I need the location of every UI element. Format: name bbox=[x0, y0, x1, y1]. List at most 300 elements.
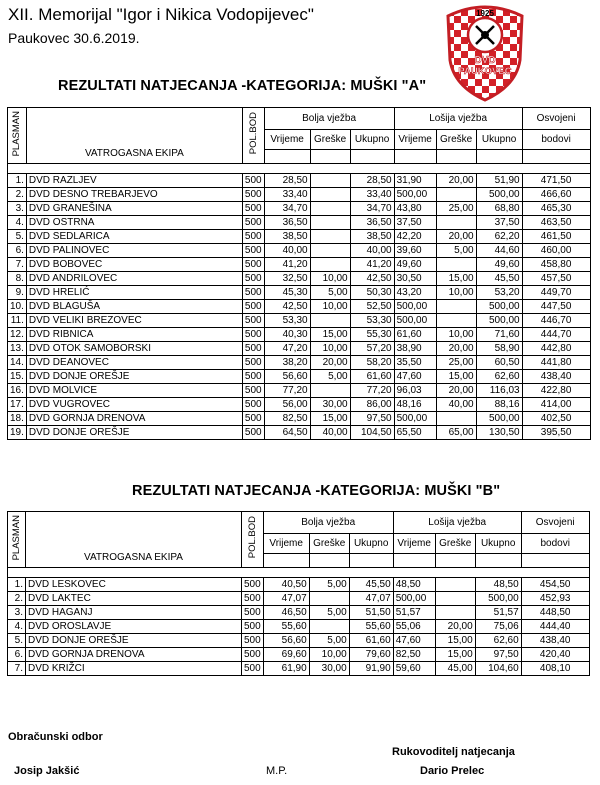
worse-time-cell: 38,90 bbox=[394, 342, 436, 356]
ukupno-header: Ukupno bbox=[475, 534, 521, 554]
worse-errors-cell: 10,00 bbox=[436, 328, 476, 342]
best-total-cell: 50,30 bbox=[350, 286, 394, 300]
team-cell: DVD OSTRNA bbox=[26, 216, 242, 230]
rank-cell: 13. bbox=[8, 342, 27, 356]
polbod-header: POL.BOD bbox=[246, 516, 258, 559]
points-cell: 408,10 bbox=[521, 662, 589, 676]
best-total-cell: 58,20 bbox=[350, 356, 394, 370]
worse-total-cell: 68,80 bbox=[476, 202, 522, 216]
best-errors-cell: 30,00 bbox=[309, 662, 349, 676]
team-cell: DVD LAKTEC bbox=[26, 592, 242, 606]
rank-cell: 4. bbox=[8, 216, 27, 230]
worse-errors-cell: 20,00 bbox=[436, 342, 476, 356]
best-time-cell: 28,50 bbox=[264, 174, 310, 188]
best-errors-cell: 20,00 bbox=[310, 356, 350, 370]
pol-cell: 500 bbox=[242, 216, 264, 230]
rank-cell: 5. bbox=[8, 634, 26, 648]
losija-header: Lošija vježba bbox=[393, 512, 521, 534]
best-time-cell: 77,20 bbox=[264, 384, 310, 398]
rank-cell: 7. bbox=[8, 662, 26, 676]
worse-errors-cell: 20,00 bbox=[436, 174, 476, 188]
worse-time-cell: 42,20 bbox=[394, 230, 436, 244]
pol-cell: 500 bbox=[242, 272, 264, 286]
worse-errors-cell: 15,00 bbox=[436, 370, 476, 384]
rank-cell: 17. bbox=[8, 398, 27, 412]
team-cell: DVD ANDRILOVEC bbox=[26, 272, 242, 286]
team-cell: DVD VELIKI BREZOVEC bbox=[26, 314, 242, 328]
rank-cell: 7. bbox=[8, 258, 27, 272]
worse-total-cell: 58,90 bbox=[476, 342, 522, 356]
ukupno-header: Ukupno bbox=[476, 130, 522, 150]
points-cell: 395,50 bbox=[522, 426, 590, 440]
logo-line2: PAUKOVEC bbox=[458, 66, 512, 77]
pol-cell: 500 bbox=[242, 174, 264, 188]
pol-cell: 500 bbox=[242, 244, 264, 258]
worse-time-cell: 37,50 bbox=[394, 216, 436, 230]
points-cell: 458,80 bbox=[522, 258, 590, 272]
rank-cell: 19. bbox=[8, 426, 27, 440]
table-row bbox=[8, 188, 591, 202]
points-cell: 448,50 bbox=[521, 606, 589, 620]
best-time-cell: 32,50 bbox=[264, 272, 310, 286]
best-errors-cell: 10,00 bbox=[310, 342, 350, 356]
rank-cell: 12. bbox=[8, 328, 27, 342]
worse-time-cell: 30,50 bbox=[394, 272, 436, 286]
table-row bbox=[8, 216, 591, 230]
best-total-cell: 41,20 bbox=[350, 258, 394, 272]
vrijeme-header: Vrijeme bbox=[393, 534, 435, 554]
table-row bbox=[8, 648, 590, 662]
points-cell: 449,70 bbox=[522, 286, 590, 300]
best-time-cell: 61,90 bbox=[263, 662, 309, 676]
worse-errors-cell: 40,00 bbox=[436, 398, 476, 412]
pol-cell: 500 bbox=[242, 300, 264, 314]
rank-cell: 9. bbox=[8, 286, 27, 300]
best-time-cell: 47,07 bbox=[263, 592, 309, 606]
worse-total-cell: 116,03 bbox=[476, 384, 522, 398]
pol-cell: 500 bbox=[242, 384, 264, 398]
best-time-cell: 56,00 bbox=[264, 398, 310, 412]
table-row bbox=[8, 272, 591, 286]
firefighter-shield-logo bbox=[440, 2, 530, 102]
points-cell: 422,80 bbox=[522, 384, 590, 398]
team-cell: DVD LESKOVEC bbox=[26, 578, 242, 592]
greske-header: Greške bbox=[436, 130, 476, 150]
rank-cell: 5. bbox=[8, 230, 27, 244]
bodovi-header: bodovi bbox=[522, 130, 590, 150]
team-cell: DVD MOLVICE bbox=[26, 384, 242, 398]
team-cell: DVD VUGROVEC bbox=[26, 398, 242, 412]
team-cell: DVD SEDLARICA bbox=[26, 230, 242, 244]
vrijeme-header: Vrijeme bbox=[264, 130, 310, 150]
worse-errors-cell bbox=[436, 314, 476, 328]
points-cell: 460,00 bbox=[522, 244, 590, 258]
best-errors-cell bbox=[309, 592, 349, 606]
points-cell: 441,80 bbox=[522, 356, 590, 370]
points-cell: 461,50 bbox=[522, 230, 590, 244]
points-cell: 444,70 bbox=[522, 328, 590, 342]
table-row bbox=[8, 592, 590, 606]
table-row bbox=[8, 356, 591, 370]
worse-time-cell: 48,16 bbox=[394, 398, 436, 412]
bodovi-header: bodovi bbox=[521, 534, 589, 554]
points-cell: 463,50 bbox=[522, 216, 590, 230]
best-errors-cell: 10,00 bbox=[310, 300, 350, 314]
best-total-cell: 61,60 bbox=[350, 370, 394, 384]
best-errors-cell: 15,00 bbox=[310, 412, 350, 426]
vrijeme-header: Vrijeme bbox=[394, 130, 436, 150]
best-errors-cell bbox=[310, 384, 350, 398]
best-time-cell: 47,20 bbox=[264, 342, 310, 356]
best-total-cell: 38,50 bbox=[350, 230, 394, 244]
worse-errors-cell bbox=[435, 578, 475, 592]
pol-cell: 500 bbox=[242, 412, 264, 426]
pol-cell: 500 bbox=[242, 620, 264, 634]
osvojeni-header: Osvojeni bbox=[521, 512, 589, 534]
rank-cell: 14. bbox=[8, 356, 27, 370]
worse-errors-cell: 65,00 bbox=[436, 426, 476, 440]
rank-cell: 18. bbox=[8, 412, 27, 426]
worse-errors-cell: 5,00 bbox=[436, 244, 476, 258]
table-row bbox=[8, 174, 591, 188]
worse-errors-cell bbox=[436, 216, 476, 230]
worse-total-cell: 75,06 bbox=[475, 620, 521, 634]
worse-time-cell: 47,60 bbox=[394, 370, 436, 384]
worse-total-cell: 37,50 bbox=[476, 216, 522, 230]
worse-total-cell: 60,50 bbox=[476, 356, 522, 370]
plasman-header: PLASMAN bbox=[11, 514, 22, 561]
table-row bbox=[8, 286, 591, 300]
table-row bbox=[8, 244, 591, 258]
best-total-cell: 52,50 bbox=[350, 300, 394, 314]
best-total-cell: 57,20 bbox=[350, 342, 394, 356]
best-time-cell: 36,50 bbox=[264, 216, 310, 230]
worse-time-cell: 51,57 bbox=[393, 606, 435, 620]
worse-total-cell: 500,00 bbox=[476, 300, 522, 314]
worse-total-cell: 130,50 bbox=[476, 426, 522, 440]
pol-cell: 500 bbox=[242, 188, 264, 202]
table-row bbox=[8, 314, 591, 328]
worse-time-cell: 96,03 bbox=[394, 384, 436, 398]
pol-cell: 500 bbox=[242, 426, 264, 440]
worse-time-cell: 500,00 bbox=[393, 592, 435, 606]
best-time-cell: 34,70 bbox=[264, 202, 310, 216]
best-errors-cell bbox=[310, 258, 350, 272]
osvojeni-header: Osvojeni bbox=[522, 108, 590, 130]
worse-time-cell: 500,00 bbox=[394, 412, 436, 426]
table-row bbox=[8, 202, 591, 216]
best-time-cell: 56,60 bbox=[264, 370, 310, 384]
best-time-cell: 33,40 bbox=[264, 188, 310, 202]
team-cell: DVD OROSLAVJE bbox=[26, 620, 242, 634]
best-total-cell: 91,90 bbox=[349, 662, 393, 676]
worse-errors-cell: 10,00 bbox=[436, 286, 476, 300]
rank-cell: 3. bbox=[8, 606, 26, 620]
pol-cell: 500 bbox=[242, 356, 264, 370]
table-row bbox=[8, 258, 591, 272]
best-time-cell: 53,30 bbox=[264, 314, 310, 328]
worse-total-cell: 45,50 bbox=[476, 272, 522, 286]
best-time-cell: 38,20 bbox=[264, 356, 310, 370]
ukupno-header: Ukupno bbox=[349, 534, 393, 554]
points-cell: 438,40 bbox=[521, 634, 589, 648]
best-errors-cell: 5,00 bbox=[309, 634, 349, 648]
worse-time-cell: 500,00 bbox=[394, 300, 436, 314]
pol-cell: 500 bbox=[242, 202, 264, 216]
worse-errors-cell: 20,00 bbox=[436, 230, 476, 244]
rank-cell: 2. bbox=[8, 188, 27, 202]
worse-total-cell: 88,16 bbox=[476, 398, 522, 412]
best-errors-cell: 5,00 bbox=[310, 370, 350, 384]
worse-total-cell: 104,60 bbox=[475, 662, 521, 676]
table-row bbox=[8, 398, 591, 412]
points-cell: 444,40 bbox=[521, 620, 589, 634]
pol-cell: 500 bbox=[242, 230, 264, 244]
table-row bbox=[8, 426, 591, 440]
team-cell: DVD GRANEŠINA bbox=[26, 202, 242, 216]
team-cell: DVD DEANOVEC bbox=[26, 356, 242, 370]
best-total-cell: 104,50 bbox=[350, 426, 394, 440]
team-cell: DVD HAGANJ bbox=[26, 606, 242, 620]
logo-year: 1925 bbox=[476, 9, 494, 18]
team-cell: DVD HRELIĆ bbox=[26, 286, 242, 300]
team-cell: DVD RIBNICA bbox=[26, 328, 242, 342]
pol-cell: 500 bbox=[242, 398, 264, 412]
worse-time-cell: 65,50 bbox=[394, 426, 436, 440]
best-time-cell: 45,30 bbox=[264, 286, 310, 300]
best-time-cell: 55,60 bbox=[263, 620, 309, 634]
best-time-cell: 69,60 bbox=[263, 648, 309, 662]
pol-cell: 500 bbox=[242, 578, 264, 592]
best-errors-cell: 10,00 bbox=[309, 648, 349, 662]
table-row bbox=[8, 370, 591, 384]
pol-cell: 500 bbox=[242, 634, 264, 648]
points-cell: 420,40 bbox=[521, 648, 589, 662]
table-row bbox=[8, 230, 591, 244]
table-row bbox=[8, 412, 591, 426]
worse-total-cell: 62,60 bbox=[475, 634, 521, 648]
rank-cell: 8. bbox=[8, 272, 27, 286]
document-title: XII. Memorijal "Igor i Nikica Vodopijevec" bbox=[8, 5, 314, 24]
best-total-cell: 34,70 bbox=[350, 202, 394, 216]
table-row bbox=[8, 578, 590, 592]
table-row bbox=[8, 662, 590, 676]
worse-total-cell: 500,00 bbox=[476, 188, 522, 202]
worse-errors-cell bbox=[436, 188, 476, 202]
points-cell: 402,50 bbox=[522, 412, 590, 426]
rank-cell: 2. bbox=[8, 592, 26, 606]
worse-errors-cell bbox=[435, 606, 475, 620]
best-total-cell: 51,50 bbox=[349, 606, 393, 620]
team-cell: DVD GORNJA DRENOVA bbox=[26, 412, 242, 426]
worse-time-cell: 500,00 bbox=[394, 314, 436, 328]
team-cell: DVD KRIŽCI bbox=[26, 662, 242, 676]
best-time-cell: 38,50 bbox=[264, 230, 310, 244]
greske-header: Greške bbox=[310, 130, 350, 150]
worse-total-cell: 500,00 bbox=[476, 412, 522, 426]
best-time-cell: 42,50 bbox=[264, 300, 310, 314]
best-total-cell: 55,60 bbox=[349, 620, 393, 634]
best-errors-cell bbox=[310, 188, 350, 202]
worse-errors-cell: 25,00 bbox=[436, 356, 476, 370]
rank-cell: 10. bbox=[8, 300, 27, 314]
pol-cell: 500 bbox=[242, 592, 264, 606]
worse-time-cell: 82,50 bbox=[393, 648, 435, 662]
worse-errors-cell: 15,00 bbox=[435, 648, 475, 662]
points-cell: 438,40 bbox=[522, 370, 590, 384]
table-row bbox=[8, 300, 591, 314]
pol-cell: 500 bbox=[242, 370, 264, 384]
worse-time-cell: 61,60 bbox=[394, 328, 436, 342]
worse-total-cell: 49,60 bbox=[476, 258, 522, 272]
rank-cell: 6. bbox=[8, 648, 26, 662]
best-total-cell: 47,07 bbox=[349, 592, 393, 606]
pol-cell: 500 bbox=[242, 258, 264, 272]
rank-cell: 16. bbox=[8, 384, 27, 398]
best-time-cell: 40,00 bbox=[264, 244, 310, 258]
committee-label: Obračunski odbor bbox=[8, 731, 103, 743]
worse-total-cell: 97,50 bbox=[475, 648, 521, 662]
points-cell: 457,50 bbox=[522, 272, 590, 286]
best-errors-cell bbox=[310, 314, 350, 328]
team-cell: DVD DESNO TREBARJEVO bbox=[26, 188, 242, 202]
worse-total-cell: 44,60 bbox=[476, 244, 522, 258]
worse-time-cell: 43,80 bbox=[394, 202, 436, 216]
team-cell: DVD DONJE OREŠJE bbox=[26, 426, 242, 440]
table-row bbox=[8, 634, 590, 648]
rank-cell: 3. bbox=[8, 202, 27, 216]
rank-cell: 4. bbox=[8, 620, 26, 634]
best-errors-cell: 5,00 bbox=[310, 286, 350, 300]
results-table-b bbox=[7, 511, 590, 676]
worse-errors-cell: 20,00 bbox=[436, 384, 476, 398]
best-total-cell: 79,60 bbox=[349, 648, 393, 662]
worse-errors-cell: 45,00 bbox=[435, 662, 475, 676]
team-cell: DVD BOBOVEC bbox=[26, 258, 242, 272]
bolja-header: Bolja vježba bbox=[263, 512, 393, 534]
worse-errors-cell: 15,00 bbox=[436, 272, 476, 286]
points-cell: 471,50 bbox=[522, 174, 590, 188]
ukupno-header: Ukupno bbox=[350, 130, 394, 150]
team-cell: DVD PALINOVEC bbox=[26, 244, 242, 258]
best-total-cell: 97,50 bbox=[350, 412, 394, 426]
best-errors-cell: 5,00 bbox=[309, 606, 349, 620]
worse-total-cell: 71,60 bbox=[476, 328, 522, 342]
polbod-header: POL.BOD bbox=[247, 112, 259, 155]
best-time-cell: 82,50 bbox=[264, 412, 310, 426]
best-total-cell: 42,50 bbox=[350, 272, 394, 286]
best-errors-cell: 5,00 bbox=[309, 578, 349, 592]
worse-total-cell: 62,60 bbox=[476, 370, 522, 384]
points-cell: 414,00 bbox=[522, 398, 590, 412]
worse-time-cell: 48,50 bbox=[393, 578, 435, 592]
points-cell: 452,93 bbox=[521, 592, 589, 606]
team-cell: DVD GORNJA DRENOVA bbox=[26, 648, 242, 662]
best-total-cell: 33,40 bbox=[350, 188, 394, 202]
rank-cell: 1. bbox=[8, 578, 26, 592]
worse-total-cell: 500,00 bbox=[476, 314, 522, 328]
pol-cell: 500 bbox=[242, 342, 264, 356]
best-errors-cell: 15,00 bbox=[310, 328, 350, 342]
worse-time-cell: 47,60 bbox=[393, 634, 435, 648]
worse-errors-cell: 15,00 bbox=[435, 634, 475, 648]
worse-total-cell: 500,00 bbox=[475, 592, 521, 606]
best-time-cell: 56,60 bbox=[263, 634, 309, 648]
best-total-cell: 86,00 bbox=[350, 398, 394, 412]
pol-cell: 500 bbox=[242, 328, 264, 342]
best-total-cell: 61,60 bbox=[349, 634, 393, 648]
rank-cell: 6. bbox=[8, 244, 27, 258]
worse-total-cell: 51,90 bbox=[476, 174, 522, 188]
best-total-cell: 53,30 bbox=[350, 314, 394, 328]
table-row bbox=[8, 384, 591, 398]
worse-total-cell: 51,57 bbox=[475, 606, 521, 620]
worse-errors-cell bbox=[436, 412, 476, 426]
best-errors-cell: 40,00 bbox=[310, 426, 350, 440]
pol-cell: 500 bbox=[242, 286, 264, 300]
table-row bbox=[8, 342, 591, 356]
leader-label: Rukovoditelj natjecanja bbox=[392, 746, 515, 758]
team-header: VATROGASNA EKIPA bbox=[26, 108, 242, 164]
best-time-cell: 64,50 bbox=[264, 426, 310, 440]
pol-cell: 500 bbox=[242, 606, 264, 620]
best-errors-cell bbox=[310, 244, 350, 258]
team-cell: DVD DONJE OREŠJE bbox=[26, 634, 242, 648]
pol-cell: 500 bbox=[242, 662, 264, 676]
worse-total-cell: 62,20 bbox=[476, 230, 522, 244]
best-total-cell: 28,50 bbox=[350, 174, 394, 188]
team-cell: DVD RAZLJEV bbox=[26, 174, 242, 188]
best-total-cell: 36,50 bbox=[350, 216, 394, 230]
best-errors-cell bbox=[310, 216, 350, 230]
best-errors-cell: 10,00 bbox=[310, 272, 350, 286]
losija-header: Lošija vježba bbox=[394, 108, 522, 130]
worse-errors-cell: 25,00 bbox=[436, 202, 476, 216]
worse-time-cell: 39,60 bbox=[394, 244, 436, 258]
worse-time-cell: 35,50 bbox=[394, 356, 436, 370]
worse-errors-cell bbox=[435, 592, 475, 606]
points-cell: 454,50 bbox=[521, 578, 589, 592]
points-cell: 466,60 bbox=[522, 188, 590, 202]
points-cell: 465,30 bbox=[522, 202, 590, 216]
vrijeme-header: Vrijeme bbox=[263, 534, 309, 554]
pol-cell: 500 bbox=[242, 648, 264, 662]
worse-total-cell: 53,20 bbox=[476, 286, 522, 300]
best-errors-cell bbox=[310, 202, 350, 216]
logo-line1: DVD bbox=[474, 55, 496, 66]
stamp-label: M.P. bbox=[266, 765, 288, 777]
rank-cell: 1. bbox=[8, 174, 27, 188]
team-header: VATROGASNA EKIPA bbox=[26, 512, 242, 568]
worse-time-cell: 500,00 bbox=[394, 188, 436, 202]
leader-name: Dario Prelec bbox=[420, 765, 485, 777]
date-line: Paukovec 30.6.2019. bbox=[8, 30, 140, 46]
committee-name: Josip Jakšić bbox=[14, 765, 80, 777]
plasman-header: PLASMAN bbox=[11, 110, 23, 157]
team-cell: DVD BLAGUŠA bbox=[26, 300, 242, 314]
greske-header: Greške bbox=[435, 534, 475, 554]
points-cell: 447,50 bbox=[522, 300, 590, 314]
category-b-title: REZULTATI NATJECANJA -KATEGORIJA: MUŠKI "B" bbox=[132, 483, 501, 499]
worse-errors-cell bbox=[436, 300, 476, 314]
table-row bbox=[8, 328, 591, 342]
worse-time-cell: 31,90 bbox=[394, 174, 436, 188]
worse-errors-cell bbox=[436, 258, 476, 272]
best-total-cell: 77,20 bbox=[350, 384, 394, 398]
best-errors-cell bbox=[310, 174, 350, 188]
best-time-cell: 46,50 bbox=[263, 606, 309, 620]
worse-time-cell: 55,06 bbox=[393, 620, 435, 634]
